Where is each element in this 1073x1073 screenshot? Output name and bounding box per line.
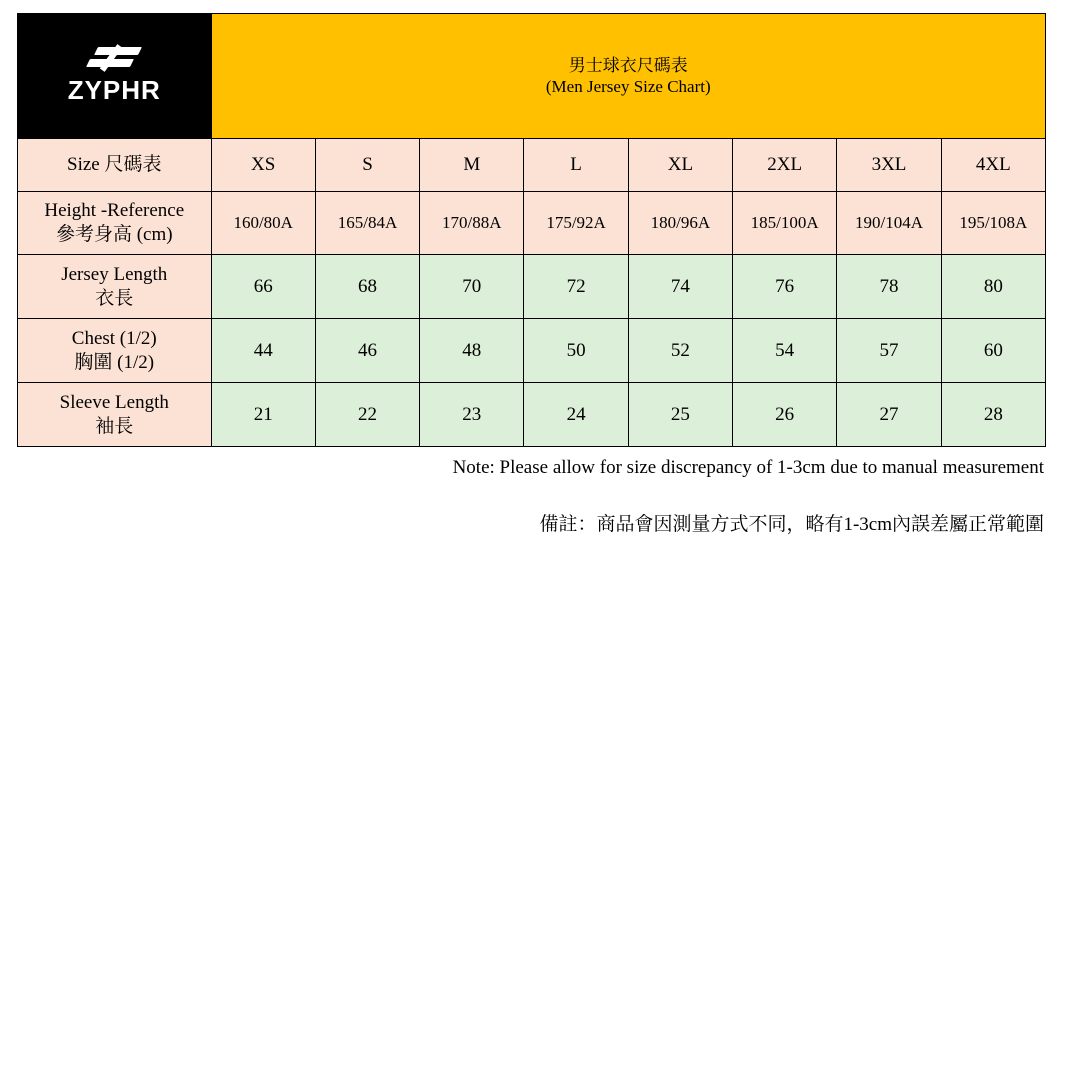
row-label-jersey-length-cn: 衣長 — [95, 287, 134, 309]
table-row-sizes — [18, 139, 1046, 192]
chart-title-cn: 男士球衣尺碼表 — [568, 55, 688, 75]
row-label-sleeve-length-cn: 袖長 — [95, 415, 134, 437]
column-header-m: M — [420, 139, 524, 192]
column-header-4xl: 4XL — [941, 139, 1045, 192]
cell-height-3xl: 190/104A — [837, 192, 941, 255]
cell-jersey-length-l: 72 — [524, 255, 628, 319]
row-label-sleeve-length — [18, 383, 212, 447]
column-header-2xl: 2XL — [733, 139, 837, 192]
cell-jersey-length-xl: 74 — [628, 255, 732, 319]
size-chart-table — [17, 13, 1046, 447]
cell-sleeve-length-m: 23 — [420, 383, 524, 447]
column-header-s: S — [315, 139, 419, 192]
table-row-height-reference — [18, 192, 1046, 255]
cell-jersey-length-2xl: 76 — [733, 255, 837, 319]
note-chinese: 備註：商品會因測量方式不同，略有1-3cm內誤差屬正常範圍 — [539, 513, 1044, 535]
row-label-height-en: Height -Reference — [44, 200, 185, 222]
cell-height-m: 170/88A — [420, 192, 524, 255]
table-row-chest — [18, 319, 1046, 383]
size-chart-sheet — [17, 13, 1046, 447]
table-header-row — [18, 14, 1046, 139]
cell-chest-m: 48 — [420, 319, 524, 383]
cell-sleeve-length-xs: 21 — [211, 383, 315, 447]
cell-chest-xl: 52 — [628, 319, 732, 383]
row-label-height-cn: 參考身高 (cm) — [55, 224, 173, 245]
cell-sleeve-length-3xl: 27 — [837, 383, 941, 447]
brand-name: ZYPHR — [67, 75, 161, 106]
column-header-xl: XL — [628, 139, 732, 192]
cell-sleeve-length-s: 22 — [315, 383, 419, 447]
zyphr-logo-icon — [86, 45, 142, 71]
cell-height-xs: 160/80A — [211, 192, 315, 255]
cell-chest-xs: 44 — [211, 319, 315, 383]
note-english: Note: Please allow for size discrepancy of 1-3cm due to manual measurement — [452, 457, 1044, 478]
table-row-sleeve-length — [18, 383, 1046, 447]
cell-height-4xl: 195/108A — [941, 192, 1045, 255]
cell-sleeve-length-2xl: 26 — [733, 383, 837, 447]
row-label-sleeve-length-en: Sleeve Length — [59, 391, 169, 413]
notes-section — [17, 455, 1046, 538]
row-label-height — [18, 192, 212, 255]
cell-height-s: 165/84A — [315, 192, 419, 255]
cell-jersey-length-m: 70 — [420, 255, 524, 319]
cell-jersey-length-3xl: 78 — [837, 255, 941, 319]
row-label-jersey-length-en: Jersey Length — [61, 263, 168, 285]
chart-title-en: (Men Jersey Size Chart) — [545, 77, 711, 96]
cell-chest-s: 46 — [315, 319, 419, 383]
cell-chest-4xl: 60 — [941, 319, 1045, 383]
column-header-label: Size 尺碼表 — [18, 139, 212, 192]
row-label-chest — [18, 319, 212, 383]
row-label-chest-en: Chest (1/2) — [71, 327, 157, 349]
column-header-xs: XS — [211, 139, 315, 192]
cell-jersey-length-s: 68 — [315, 255, 419, 319]
cell-height-l: 175/92A — [524, 192, 628, 255]
row-label-jersey-length — [18, 255, 212, 319]
column-header-l: L — [524, 139, 628, 192]
column-header-3xl: 3XL — [837, 139, 941, 192]
cell-chest-l: 50 — [524, 319, 628, 383]
cell-sleeve-length-4xl: 28 — [941, 383, 1045, 447]
cell-chest-2xl: 54 — [733, 319, 837, 383]
cell-jersey-length-4xl: 80 — [941, 255, 1045, 319]
cell-chest-3xl: 57 — [837, 319, 941, 383]
cell-height-2xl: 185/100A — [733, 192, 837, 255]
cell-height-xl: 180/96A — [628, 192, 732, 255]
cell-sleeve-length-l: 24 — [524, 383, 628, 447]
cell-jersey-length-xs: 66 — [211, 255, 315, 319]
table-row-jersey-length — [18, 255, 1046, 319]
cell-sleeve-length-xl: 25 — [628, 383, 732, 447]
chart-title-cell — [211, 14, 1045, 139]
row-label-chest-cn: 胸圍 (1/2) — [74, 351, 155, 373]
brand-logo-cell — [18, 14, 212, 139]
